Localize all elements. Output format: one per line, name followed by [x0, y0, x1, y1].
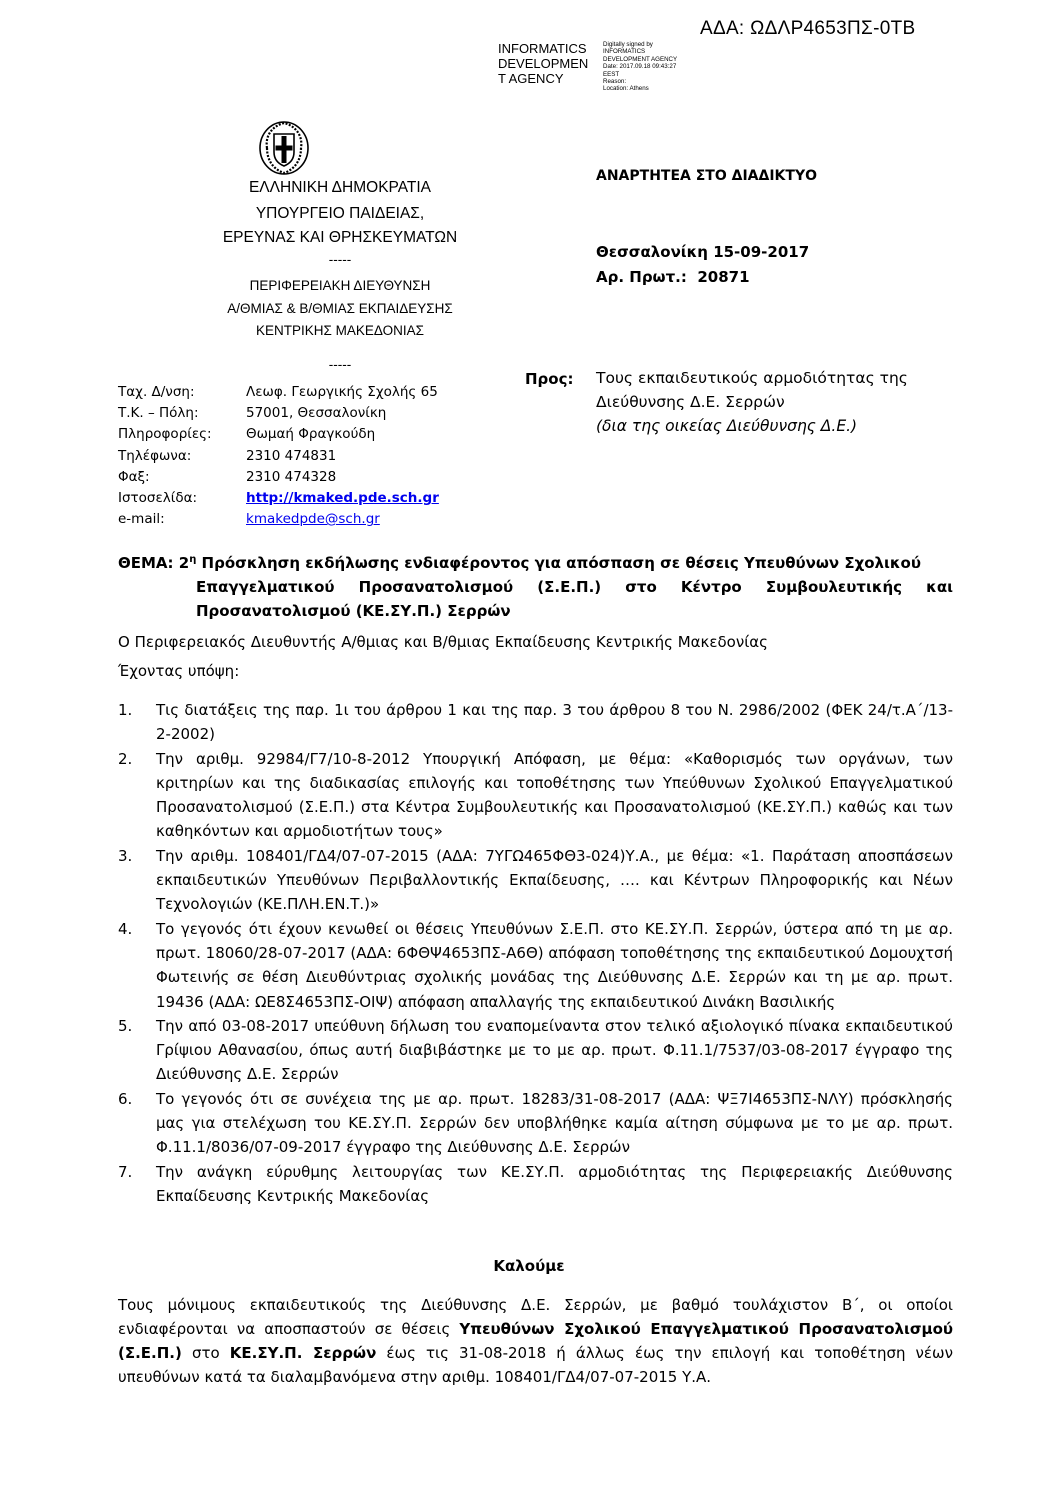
contact-row-info	[118, 424, 439, 445]
ada-code: ΑΔΑ: ΩΔΛΡ4653ΠΣ-0ΤΒ	[700, 18, 916, 39]
contact-label: e-mail:	[118, 511, 165, 528]
contact-row-phone	[118, 446, 439, 467]
item-text: Την ανάγκη εύρυθμης λειτουργίας των ΚΕ.ΣΥ.Π. αρμοδιότητας της Περιφερειακής Διεύθυνσης Εκπαίδευσης Κεντρικής Μακεδονίας	[156, 1162, 953, 1205]
contact-row-postcode	[118, 403, 439, 424]
signature-organization	[498, 41, 588, 86]
signature-details	[603, 41, 677, 93]
item-text: Την από 03-08-2017 υπεύθυνη δήλωση του εναπομείναντα στον τελικό αξιολογικό πίνακα εκπαιδευτικού Γρίψιου Αθανασίου, όπως αυτή διαβιβάστηκε με το με αρ. πρωτ. Φ.11.1/7537/03-08-2017 έγγραφο της Διεύθυνσης Δ.Ε. Σερρών	[156, 1016, 953, 1084]
signature-detail-line: DEVELOPMENT AGENCY	[603, 55, 678, 63]
item-number: 7.	[118, 1162, 133, 1181]
header-education-levels: Α/ΘΜΙΑΣ & Β/ΘΜΙΑΣ ΕΚΠΑΙΔΕΥΣΗΣ	[227, 301, 453, 316]
subject-line: Προσανατολισμού (ΚΕ.ΣΥ.Π.) Σερρών	[196, 602, 511, 620]
item-number: 1.	[118, 701, 133, 719]
header-republic: ΕΛΛΗΝΙΚΗ ΔΗΜΟΚΡΑΤΙΑ	[248, 179, 432, 196]
having-considered: Έχοντας υπόψη:	[118, 662, 240, 680]
signature-detail-line: Digitally signed by	[603, 41, 653, 48]
item-text: Το γεγονός ότι σε συνέχεια της με αρ. πρωτ. 18283/31-08-2017 (ΑΔΑ: ΨΞ7Ι4653ΠΣ-ΝΛΥ) πρόσκλησής μας για στελέχωση του ΚΕ.ΣΥ.Π. Σερρών δεν υποβλήθηκε καμία αίτηση σύμφωνα με το με αρ. πρωτ. Φ.11.1/8036/07-09-2017 έγγραφο της Διεύθυνσης Δ.Ε. Σερρών	[156, 1089, 953, 1157]
signature-detail-line: EEST	[603, 70, 620, 78]
item-number: 3.	[118, 846, 133, 865]
protocol-label: Αρ. Πρωτ.:	[596, 268, 687, 286]
subject-prefix: ΘΕΜΑ: 2	[118, 554, 190, 572]
contact-info	[118, 382, 439, 530]
protocol-number	[596, 268, 750, 286]
contact-label: Ιστοσελίδα:	[118, 490, 198, 507]
header-region: ΚΕΝΤΡΙΚΗΣ ΜΑΚΕΔΟΝΙΑΣ	[256, 323, 424, 338]
greek-coat-of-arms-icon	[258, 118, 310, 176]
recipient-line: Διεύθυνσης Δ.Ε. Σερρών	[596, 393, 785, 411]
date-line: Θεσσαλονίκη 15-09-2017	[596, 243, 810, 261]
recipient-label: Προς:	[525, 370, 574, 388]
header-regional-directorate: ΠΕΡΙΦΕΡΕΙΑΚΗ ΔΙΕΥΘΥΝΣΗ	[249, 278, 431, 293]
list-item	[118, 698, 953, 747]
item-text: Την αριθμ. 92984/Γ7/10-8-2012 Υπουργική Απόφαση, με θέμα: «Καθορισμός των οργάνων, των κριτηρίων και της διαδικασίας επιλογής και τοποθέτησης των Υπεύθυνων Σχολικού Επαγγελματικού Προσανατολισμού (Σ.Ε.Π.) στα Κέντρα Συμβουλευτικής και Προσανατολισμού (ΚΕ.ΣΥ.Π.) καθώς και των καθηκόντων και αρμοδιοτήτων τους»	[156, 749, 953, 841]
item-text: Το γεγονός ότι έχουν κενωθεί οι θέσεις Υπευθύνων Σ.Ε.Π. στο ΚΕ.ΣΥ.Π. Σερρών, ύστερα από τη με αρ. πρωτ. 18060/28-07-2017 (ΑΔΑ: 6ΦΘΨ4653ΠΣ-Α6Θ) απόφαση τοποθέτησης της εκπαιδευτικού Δομουχτσή Φωτεινής σε θέση Διευθύντριας σχολικής μονάδας της Διεύθυνσης Δ.Ε. Σερρών και τη με αρ. πρωτ. 19436 (ΑΔΑ: ΩΕ8Σ4653ΠΣ-ΟΙΨ) απόφαση απαλλαγής της εκπαιδευτικού Δινάκη Βασιλικής	[156, 919, 954, 1011]
list-item	[118, 1160, 953, 1209]
list-item	[118, 747, 953, 844]
final-bold-text: Υπευθύνων Σχολικού Επαγγελματικού Προσανατολισμού (Σ.Ε.Π.)	[118, 1320, 953, 1362]
contact-label: Φαξ:	[118, 468, 150, 485]
contact-label: Πληροφορίες:	[118, 426, 212, 443]
contact-value: 2310 474831	[246, 447, 337, 464]
contact-value: 2310 474328	[246, 468, 337, 485]
signature-org-line: INFORMATICS	[498, 41, 587, 56]
considerations-list	[118, 698, 953, 1208]
subject-line	[118, 548, 953, 575]
signature-detail-line: Date: 2017.09.18 09:43:27	[603, 63, 677, 71]
recipient-note: (δια της οικείας Διεύθυνσης Δ.Ε.)	[596, 417, 858, 435]
subject-superscript: η	[189, 554, 197, 565]
contact-value: Λεωφ. Γεωργικής Σχολής 65	[246, 384, 438, 400]
contact-label: Ταχ. Δ/νση:	[118, 384, 195, 400]
list-item	[118, 1087, 953, 1160]
final-paragraph	[118, 1293, 953, 1389]
item-number: 4.	[118, 919, 133, 938]
signature-org-line: T AGENCY	[498, 71, 564, 86]
signature-detail-line: Reason:	[603, 78, 627, 86]
header-separator: -----	[328, 252, 352, 267]
header-ministry-cont: ΕΡΕΥΝΑΣ ΚΑΙ ΘΡΗΣΚΕΥΜΑΤΩΝ	[222, 229, 458, 246]
final-text: στο	[181, 1344, 230, 1362]
header-ministry: ΥΠΟΥΡΓΕΙΟ ΠΑΙΔΕΙΑΣ,	[255, 205, 425, 222]
contact-label: Τ.Κ. – Πόλη:	[118, 405, 199, 422]
list-item	[118, 917, 953, 1014]
website-link[interactable]: http://kmaked.pde.sch.gr	[246, 490, 439, 507]
call-heading: Καλούμε	[493, 1257, 565, 1275]
intro-paragraph: Ο Περιφερειακός Διευθυντής Α/θμιας και Β/θμιας Εκπαίδευσης Κεντρικής Μακεδονίας	[118, 633, 768, 651]
contact-label: Τηλέφωνα:	[118, 447, 192, 464]
contact-row-website	[118, 488, 439, 509]
contact-value: Θωμαή Φραγκούδη	[246, 426, 376, 443]
signature-org-line: DEVELOPMEN	[498, 56, 589, 71]
recipient-block	[596, 366, 908, 438]
list-item	[118, 844, 953, 917]
final-bold-text: ΚΕ.ΣΥ.Π. Σερρών	[229, 1344, 377, 1362]
recipient-line: Τους εκπαιδευτικούς αρμοδιότητας της	[596, 369, 908, 387]
signature-detail-line: INFORMATICS	[603, 48, 646, 56]
contact-value: 57001, Θεσσαλονίκη	[246, 405, 387, 422]
final-text: έως τις 31-08-2018 ή άλλως έως την επιλογή και τοποθέτηση νέων υπευθύνων κατά τα διαλαμβανόμενα στην αριθμ. 108401/ΓΔ4/07-07-2015 Υ.Α.	[118, 1344, 953, 1386]
publish-note: ΑΝΑΡΤΗΤΕΑ ΣΤΟ ΔΙΑΔΙΚΤΥΟ	[596, 168, 817, 184]
contact-row-address	[118, 382, 439, 403]
email-link[interactable]: kmakedpde@sch.gr	[246, 511, 380, 528]
signature-detail-line: Location: Athens	[603, 85, 649, 93]
header-separator: -----	[328, 357, 352, 372]
contact-row-email	[118, 509, 439, 530]
subject	[118, 548, 953, 623]
item-text: Τις διατάξεις της παρ. 1ι του άρθρου 1 και της παρ. 3 του άρθρου 8 του Ν. 2986/2002 (ΦΕΚ 24/τ.Α΄/13-2-2002)	[156, 701, 953, 744]
list-item	[118, 1014, 953, 1087]
item-number: 5.	[118, 1016, 133, 1035]
item-text: Την αριθμ. 108401/ΓΔ4/07-07-2015 (ΑΔΑ: 7ΥΓΩ465ΦΘ3-024)Υ.Α., με θέμα: «1. Παράταση αποσπάσεων εκπαιδευτικών Υπευθύνων Περιβαλλοντικής Εκπαίδευσης, …. και Κέντρων Πληροφορικής και Νέων Τεχνολογιών (ΚΕ.ΠΛΗ.ΕΝ.Τ.)»	[156, 846, 953, 914]
protocol-value: 20871	[697, 268, 750, 286]
contact-row-fax	[118, 467, 439, 488]
item-number: 2.	[118, 749, 133, 768]
subject-line: Επαγγελματικού Προσανατολισμού (Σ.Ε.Π.) στο Κέντρο Συμβουλευτικής και	[196, 578, 953, 596]
item-number: 6.	[118, 1089, 133, 1108]
final-text: Τους μόνιμους εκπαιδευτικούς της Διεύθυνσης Δ.Ε. Σερρών, με βαθμό τουλάχιστον Β΄, οι οποίοι ενδιαφέρονται να αποσπαστούν σε θέσεις	[118, 1296, 953, 1338]
subject-text: Πρόσκληση εκδήλωσης ενδιαφέροντος για απόσπαση σε θέσεις Υπευθύνων Σχολικού	[196, 554, 921, 572]
